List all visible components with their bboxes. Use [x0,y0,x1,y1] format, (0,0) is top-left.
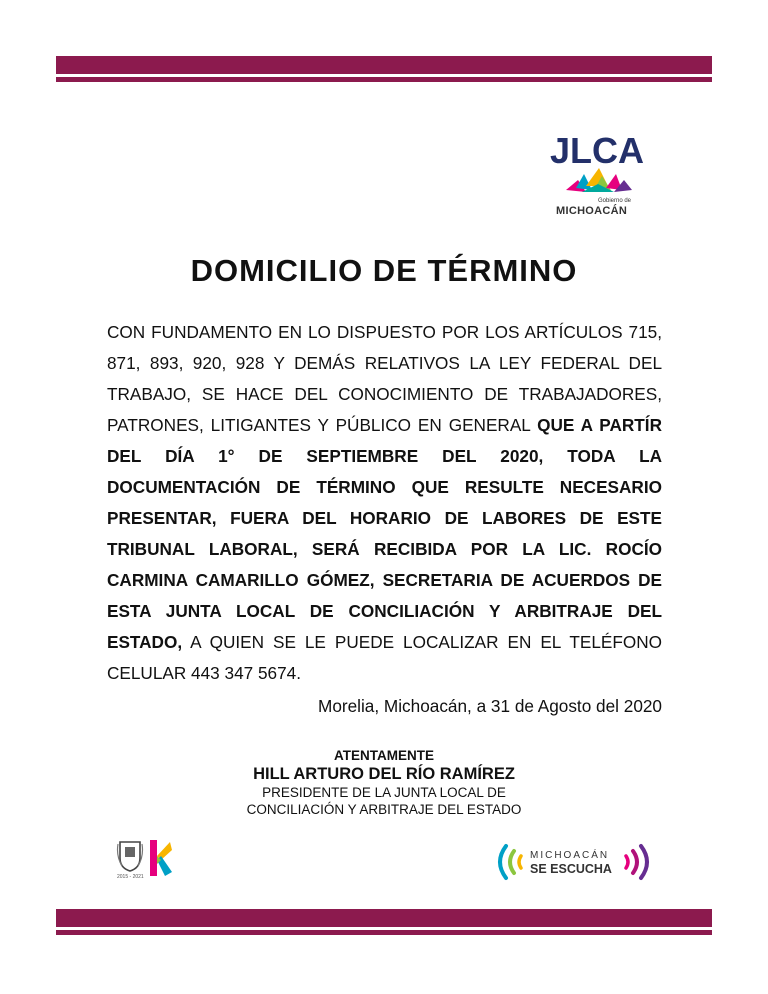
signature-block [164,748,604,818]
campaign-line-1: MICHOACÁN [530,850,610,861]
gov-state-label: MICHOACÁN [556,205,628,217]
top-decorative-band [56,56,712,82]
signer-name: HILL ARTURO DEL RÍO RAMÍREZ [253,765,515,783]
michoacan-se-escucha-logo [490,840,656,884]
seal-years-label: 2015 - 2021 [117,874,144,880]
campaign-line-2: SE ESCUCHA [530,862,612,876]
closing-salutation: ATENTAMENTE [334,748,434,763]
place-and-date: Morelia, Michoacán, a 31 de Agosto del 2020 [318,696,662,716]
signer-role-line-1: PRESIDENTE DE LA JUNTA LOCAL DE [262,785,506,800]
crown-logo-icon [564,166,634,196]
gov-small-label: Gobierno de [598,198,632,204]
k-logo-icon [148,838,174,878]
body-text-plain-end: A QUIEN SE LE PUEDE LOCALIZAR EN EL TELÉFONO CELULAR 443 347 5674. [107,632,662,683]
body-text-bold: QUE A PARTÍR DEL DÍA 1° DE SEPTIEMBRE DEL 2020, TODA LA DOCUMENTACIÓN DE TÉRMINO QUE RESULTE NECESARIO PRESENTAR, FUERA DEL HORARIO DE LABORES DE ESTE TRIBUNAL LABORAL, SERÁ RECIBIDA POR LA LIC. ROCÍO CARMINA CAMARILLO GÓMEZ, SECRETARIA DE ACUERDOS DE ESTA JUNTA LOCAL DE CONCILIACIÓN Y ARBITRAJE DEL ESTADO, [107,415,662,652]
bottom-decorative-band [56,909,712,935]
state-seal-icon [116,838,144,872]
jlca-acronym: JLCA [550,130,645,171]
signer-role-line-2: CONCILIACIÓN Y ARBITRAJE DEL ESTADO [246,802,522,817]
notice-body [107,317,662,689]
body-text-plain: CON FUNDAMENTO EN LO DISPUESTO POR LOS ARTÍCULOS 715, 871, 893, 920, 928 Y DEMÁS RELATIVOS LA LEY FEDERAL DEL TRABAJO, SE HACE DEL CONOCIMIENTO DE TRABAJADORES, PATRONES, LITIGANTES Y PÚBLICO EN GENERAL [107,322,662,435]
page-title: DOMICILIO DE TÉRMINO [190,253,578,288]
